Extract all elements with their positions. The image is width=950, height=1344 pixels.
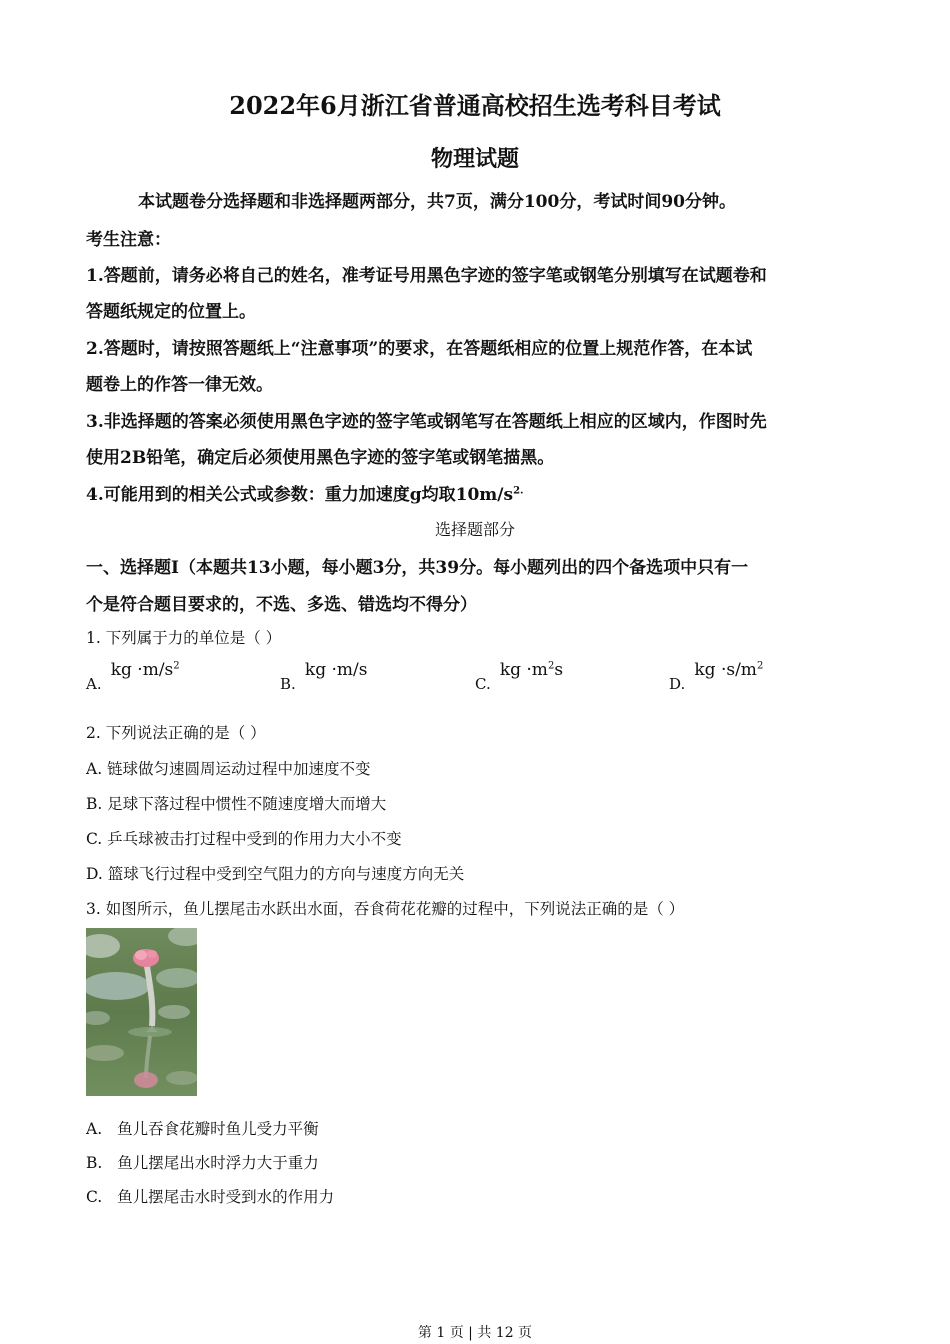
notice-line: 2.答题时，请按照答题纸上“注意事项”的要求，在答题纸相应的位置上规范作答，在本试 <box>86 339 753 359</box>
option-unit: kg ·s/m <box>694 660 757 680</box>
option-unit-tail: s <box>554 660 564 680</box>
q1-option-b <box>280 660 368 693</box>
notice-line: 3.非选择题的答案必须使用黑色字迹的签字笔或钢笔写在答题纸上相应的区域内，作图时先 <box>86 412 767 432</box>
part1-header: 一、选择题Ⅰ（本题共13小题，每小题3分，共39分。每小题列出的四个备选项中只有一 <box>86 558 749 578</box>
notice-line: 1.答题前，请务必将自己的姓名，准考证号用黑色字迹的签字笔或钢笔分别填写在试题卷和 <box>86 266 767 286</box>
notice-header: 考生注意： <box>86 230 171 250</box>
option-letter: D. <box>669 675 686 693</box>
section-title: 选择题部分 <box>434 520 515 539</box>
q3-option-a <box>86 1117 319 1139</box>
option-text: 鱼儿吞食花瓣时鱼儿受力平衡 <box>117 1120 319 1138</box>
option-unit: kg ·m/s <box>304 660 368 680</box>
option-letter: B. <box>280 675 296 693</box>
page-footer: 第 1 页 | 共 12 页 <box>417 1325 533 1341</box>
notice-4-text: 4.可能用到的相关公式或参数：重力加速度g均取10m/s <box>86 485 514 505</box>
option-unit-sup: 2 <box>547 660 555 672</box>
option-letter: A. <box>86 1120 103 1138</box>
option-unit: kg ·m/s <box>110 660 174 680</box>
option-text: 鱼儿摆尾出水时浮力大于重力 <box>117 1154 319 1172</box>
q3-stem: 3. 如图所示，鱼儿摆尾击水跃出水面，吞食荷花花瓣的过程中，下列说法正确的是（ ） <box>86 900 685 918</box>
notice-4-sup: 2. <box>513 485 524 497</box>
fish-lotus-photo <box>86 928 197 1096</box>
option-unit-sup: 2 <box>173 660 180 672</box>
part1-header: 个是符合题目要求的，不选、多选、错选均不得分） <box>86 595 477 615</box>
q3-option-c <box>86 1185 334 1207</box>
option-letter: C. <box>475 675 491 693</box>
option-letter: B. <box>86 1154 103 1172</box>
option-unit-sup: 2 <box>756 660 764 672</box>
q2-stem: 2. 下列说法正确的是（ ） <box>86 724 266 742</box>
q2-option: B. 足球下落过程中惯性不随速度增大而增大 <box>86 795 387 813</box>
q2-option: A. 链球做匀速圆周运动过程中加速度不变 <box>86 760 371 778</box>
q1-stem: 1. 下列属于力的单位是（ ） <box>86 629 282 647</box>
notice-line: 使用2B铅笔，确定后必须使用黑色字迹的签字笔或钢笔描黑。 <box>86 448 555 468</box>
notice-line: 答题纸规定的位置上。 <box>86 302 256 322</box>
q2-option: C. 乒乓球被击打过程中受到的作用力大小不变 <box>86 830 402 848</box>
q2-option: D. 篮球飞行过程中受到空气阻力的方向与速度方向无关 <box>86 865 465 883</box>
exam-title: 2022年6月浙江省普通高校招生选考科目考试 <box>229 91 721 120</box>
option-unit: kg ·m <box>499 660 548 680</box>
exam-subject: 物理试题 <box>430 146 519 172</box>
exam-intro: 本试题卷分选择题和非选择题两部分，共7页，满分100分，考试时间90分钟。 <box>138 192 736 212</box>
notice-line: 题卷上的作答一律无效。 <box>86 375 273 395</box>
q1-option-d <box>669 660 764 693</box>
option-letter: C. <box>86 1188 103 1206</box>
notice-line <box>86 480 524 505</box>
option-text: 鱼儿摆尾击水时受到水的作用力 <box>117 1188 335 1206</box>
q3-option-b <box>86 1151 319 1173</box>
q1-option-a <box>86 660 180 693</box>
option-letter: A. <box>86 675 102 693</box>
q1-option-c <box>475 660 564 693</box>
